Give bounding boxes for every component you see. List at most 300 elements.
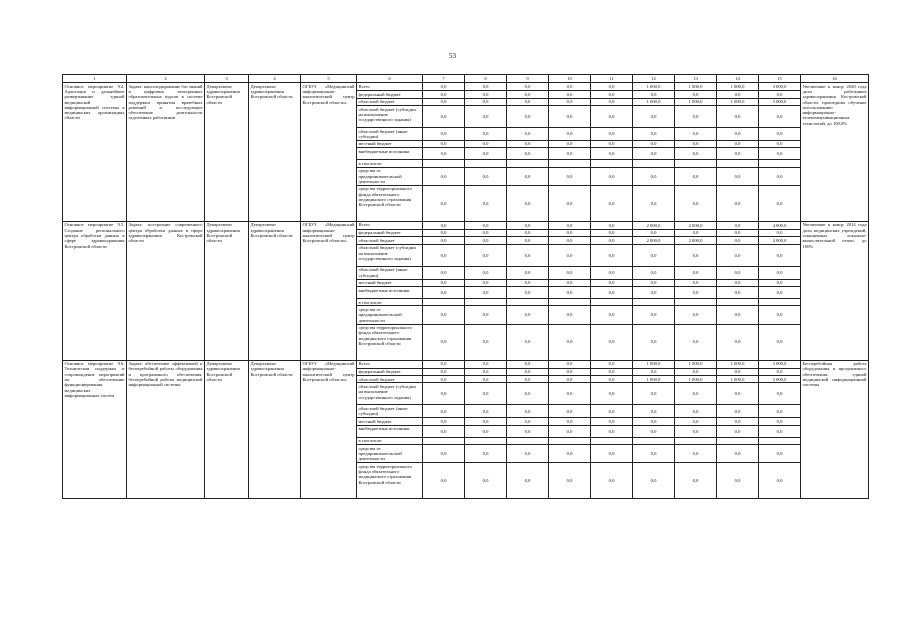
value-cell: 0,0 xyxy=(717,463,759,499)
value-cell: 0,0 xyxy=(549,98,591,105)
value-cell: 0,0 xyxy=(591,279,633,286)
value-cell: 0,0 xyxy=(717,185,759,221)
value-cell: 0,0 xyxy=(549,279,591,286)
value-cell: 0,0 xyxy=(507,91,549,98)
funding-source-cell: Всего xyxy=(357,360,423,368)
value-cell: 0,0 xyxy=(423,445,465,463)
value-cell: 0,0 xyxy=(759,279,801,286)
column-number-cell: 1 xyxy=(63,75,127,83)
task-cell: Задача: обеспечение эффективной и бесперебойной работы оборудования и программного обеспечения, бесперебойной работы медицинской информационной системы xyxy=(127,360,205,499)
value-cell: 0,0 xyxy=(465,221,507,229)
value-cell: 3 000,0 xyxy=(759,98,801,105)
value-cell: 0,0 xyxy=(507,324,549,360)
value-cell xyxy=(423,299,465,306)
value-cell: 0,0 xyxy=(549,140,591,147)
value-cell: 0,0 xyxy=(675,167,717,185)
value-cell: 0,0 xyxy=(507,425,549,437)
value-cell: 0,0 xyxy=(507,383,549,405)
value-cell: 0,0 xyxy=(717,221,759,229)
value-cell xyxy=(675,299,717,306)
value-cell: 0,0 xyxy=(423,91,465,98)
value-cell: 0,0 xyxy=(507,106,549,128)
value-cell: 0,0 xyxy=(465,383,507,405)
value-cell: 0,0 xyxy=(507,140,549,147)
column-numbers-row xyxy=(63,75,869,83)
value-cell: 0,0 xyxy=(633,266,675,279)
value-cell: 0,0 xyxy=(591,167,633,185)
column-number-cell: 9 xyxy=(507,75,549,83)
event-name-cell: Основное мероприятие 9.4. Адаптация и дальнейшее развертывание единой медицинской информационной системы в медицинских организациях области xyxy=(63,83,127,222)
funding-source-cell: в том числе: xyxy=(357,160,423,167)
value-cell: 0,0 xyxy=(549,368,591,375)
value-cell: 1 000,0 xyxy=(675,375,717,382)
value-cell xyxy=(633,299,675,306)
table-row xyxy=(63,221,869,229)
funding-source-cell: областной бюджет (субсидии на выполнение государственного задания) xyxy=(357,106,423,128)
value-cell: 0,0 xyxy=(465,306,507,324)
value-cell: 0,0 xyxy=(549,185,591,221)
value-cell: 0,0 xyxy=(591,244,633,266)
value-cell: 0,0 xyxy=(717,244,759,266)
value-cell: 0,0 xyxy=(549,106,591,128)
value-cell xyxy=(675,160,717,167)
funding-source-cell: федеральный бюджет xyxy=(357,368,423,375)
column-number-cell: 4 xyxy=(249,75,301,83)
funding-source-cell: в том числе: xyxy=(357,299,423,306)
value-cell: 0,0 xyxy=(591,266,633,279)
funding-source-cell: областной бюджет xyxy=(357,237,423,244)
value-cell: 0,0 xyxy=(591,185,633,221)
value-cell xyxy=(591,160,633,167)
value-cell: 0,0 xyxy=(717,266,759,279)
value-cell: 0,0 xyxy=(549,128,591,141)
value-cell: 0,0 xyxy=(423,229,465,236)
value-cell: 0,0 xyxy=(675,229,717,236)
value-cell: 0,0 xyxy=(507,287,549,299)
funding-source-cell: средства от предпринимательской деятельности xyxy=(357,445,423,463)
value-cell: 0,0 xyxy=(633,324,675,360)
value-cell: 0,0 xyxy=(549,360,591,368)
value-cell: 0,0 xyxy=(675,324,717,360)
value-cell: 0,0 xyxy=(675,306,717,324)
value-cell: 0,0 xyxy=(423,383,465,405)
value-cell: 1 000,0 xyxy=(717,360,759,368)
funding-source-cell: федеральный бюджет xyxy=(357,229,423,236)
value-cell: 0,0 xyxy=(465,405,507,418)
value-cell: 0,0 xyxy=(633,106,675,128)
value-cell: 0,0 xyxy=(549,445,591,463)
value-cell: 1 000,0 xyxy=(675,83,717,91)
value-cell: 0,0 xyxy=(423,287,465,299)
value-cell: 0,0 xyxy=(423,237,465,244)
value-cell: 0,0 xyxy=(507,368,549,375)
value-cell: 0,0 xyxy=(675,405,717,418)
value-cell: 0,0 xyxy=(423,244,465,266)
value-cell: 0,0 xyxy=(675,128,717,141)
value-cell: 0,0 xyxy=(465,98,507,105)
value-cell xyxy=(465,437,507,444)
value-cell: 0,0 xyxy=(507,418,549,425)
value-cell: 0,0 xyxy=(717,167,759,185)
table-row xyxy=(63,360,869,368)
value-cell: 0,0 xyxy=(675,445,717,463)
executor-cell: Департамент здравоохранения Костромской области xyxy=(205,360,249,499)
value-cell: 0,0 xyxy=(507,306,549,324)
value-cell: 4 000,0 xyxy=(759,237,801,244)
funding-source-cell: Всего xyxy=(357,221,423,229)
customer-cell: Департамент здравоохранения Костромской области xyxy=(249,221,301,360)
value-cell: 0,0 xyxy=(507,229,549,236)
value-cell: 0,0 xyxy=(633,167,675,185)
value-cell: 0,0 xyxy=(717,405,759,418)
funding-source-cell: областной бюджет (иные субсидии) xyxy=(357,405,423,418)
value-cell: 0,0 xyxy=(633,287,675,299)
value-cell: 0,0 xyxy=(759,244,801,266)
value-cell: 0,0 xyxy=(675,266,717,279)
funding-source-cell: внебюджетные источники xyxy=(357,425,423,437)
event-name-cell: Основное мероприятие 9.5. Создание регионального центра обработки данных в сфере здравоохранения Костромской области xyxy=(63,221,127,360)
value-cell: 0,0 xyxy=(507,279,549,286)
column-number-cell: 13 xyxy=(675,75,717,83)
value-cell: 0,0 xyxy=(423,106,465,128)
value-cell: 0,0 xyxy=(423,167,465,185)
value-cell xyxy=(717,299,759,306)
column-number-cell: 12 xyxy=(633,75,675,83)
value-cell: 0,0 xyxy=(465,324,507,360)
column-number-cell: 10 xyxy=(549,75,591,83)
value-cell xyxy=(717,437,759,444)
value-cell: 0,0 xyxy=(759,324,801,360)
funding-source-cell: внебюджетные источники xyxy=(357,148,423,160)
value-cell: 0,0 xyxy=(591,375,633,382)
value-cell: 0,0 xyxy=(507,266,549,279)
value-cell: 0,0 xyxy=(591,237,633,244)
funding-source-cell: областной бюджет (субсидии на выполнение государственного задания) xyxy=(357,244,423,266)
value-cell: 0,0 xyxy=(717,279,759,286)
value-cell: 0,0 xyxy=(423,221,465,229)
value-cell: 1 000,0 xyxy=(633,360,675,368)
value-cell xyxy=(507,437,549,444)
value-cell: 0,0 xyxy=(717,383,759,405)
program-events-table xyxy=(62,74,869,499)
value-cell: 0,0 xyxy=(759,106,801,128)
value-cell: 0,0 xyxy=(759,425,801,437)
value-cell: 0,0 xyxy=(759,287,801,299)
expected-result-cell: Бесперебойная работа оборудования и программного обеспечения, единой медицинской информационной системы xyxy=(801,360,869,499)
value-cell: 0,0 xyxy=(507,375,549,382)
value-cell: 0,0 xyxy=(717,287,759,299)
value-cell: 0,0 xyxy=(465,287,507,299)
table-body xyxy=(63,75,869,499)
value-cell: 0,0 xyxy=(717,418,759,425)
funding-source-cell: местный бюджет xyxy=(357,140,423,147)
value-cell: 0,0 xyxy=(675,368,717,375)
value-cell xyxy=(465,160,507,167)
executor-cell: Департамент здравоохранения Костромской области xyxy=(205,83,249,222)
value-cell: 0,0 xyxy=(675,244,717,266)
value-cell: 0,0 xyxy=(717,91,759,98)
funding-source-cell: областной бюджет (иные субсидии) xyxy=(357,266,423,279)
value-cell: 0,0 xyxy=(633,229,675,236)
value-cell: 0,0 xyxy=(717,229,759,236)
funding-source-cell: средства территориального фонда обязательного медицинского страхования Костромской области xyxy=(357,324,423,360)
value-cell: 0,0 xyxy=(759,266,801,279)
value-cell: 0,0 xyxy=(633,279,675,286)
value-cell: 0,0 xyxy=(591,98,633,105)
customer-cell: Департамент здравоохранения Костромской области xyxy=(249,360,301,499)
value-cell: 0,0 xyxy=(465,360,507,368)
value-cell: 0,0 xyxy=(759,185,801,221)
value-cell: 0,0 xyxy=(507,360,549,368)
value-cell: 1 000,0 xyxy=(675,360,717,368)
value-cell: 1 000,0 xyxy=(717,375,759,382)
value-cell xyxy=(507,299,549,306)
value-cell: 0,0 xyxy=(423,463,465,499)
value-cell: 0,0 xyxy=(675,185,717,221)
value-cell: 0,0 xyxy=(759,91,801,98)
value-cell: 0,0 xyxy=(465,185,507,221)
value-cell: 0,0 xyxy=(633,140,675,147)
value-cell: 0,0 xyxy=(423,306,465,324)
value-cell: 0,0 xyxy=(633,244,675,266)
value-cell: 2 000,0 xyxy=(633,221,675,229)
value-cell: 0,0 xyxy=(423,375,465,382)
value-cell: 0,0 xyxy=(633,383,675,405)
value-cell: 0,0 xyxy=(507,128,549,141)
value-cell: 2 000,0 xyxy=(633,237,675,244)
value-cell: 0,0 xyxy=(717,140,759,147)
funding-source-cell: областной бюджет (иные субсидии) xyxy=(357,128,423,141)
value-cell: 3 000,0 xyxy=(759,360,801,368)
value-cell: 0,0 xyxy=(675,106,717,128)
value-cell: 0,0 xyxy=(507,405,549,418)
value-cell: 0,0 xyxy=(675,140,717,147)
value-cell: 0,0 xyxy=(465,128,507,141)
value-cell: 0,0 xyxy=(549,221,591,229)
column-number-cell: 7 xyxy=(423,75,465,83)
value-cell xyxy=(759,160,801,167)
value-cell: 0,0 xyxy=(759,368,801,375)
value-cell: 0,0 xyxy=(423,128,465,141)
value-cell: 0,0 xyxy=(591,425,633,437)
value-cell: 0,0 xyxy=(423,418,465,425)
value-cell: 0,0 xyxy=(549,148,591,160)
value-cell: 1 000,0 xyxy=(633,83,675,91)
value-cell: 0,0 xyxy=(759,229,801,236)
value-cell: 0,0 xyxy=(465,106,507,128)
value-cell: 0,0 xyxy=(549,383,591,405)
value-cell: 0,0 xyxy=(465,83,507,91)
value-cell: 0,0 xyxy=(549,375,591,382)
value-cell xyxy=(465,299,507,306)
value-cell: 0,0 xyxy=(717,368,759,375)
value-cell xyxy=(759,299,801,306)
value-cell: 0,0 xyxy=(465,244,507,266)
value-cell: 0,0 xyxy=(633,368,675,375)
value-cell: 2 000,0 xyxy=(675,221,717,229)
customer-cell: Департамент здравоохранения Костромской области xyxy=(249,83,301,222)
value-cell: 0,0 xyxy=(633,306,675,324)
column-number-cell: 6 xyxy=(357,75,423,83)
value-cell: 0,0 xyxy=(633,185,675,221)
participant-cell: ОГБУЗ «Медицинский информационно-аналитический центр Костромской области» xyxy=(301,221,357,360)
value-cell: 0,0 xyxy=(465,148,507,160)
value-cell xyxy=(633,437,675,444)
value-cell: 1 000,0 xyxy=(633,375,675,382)
value-cell xyxy=(507,160,549,167)
value-cell: 0,0 xyxy=(591,287,633,299)
value-cell: 0,0 xyxy=(549,306,591,324)
value-cell: 0,0 xyxy=(591,418,633,425)
funding-source-cell: областной бюджет xyxy=(357,98,423,105)
funding-source-cell: Всего xyxy=(357,83,423,91)
expected-result-cell: Увеличение к концу 2014 года доли медицинских учреждений, оснащенных локально-вычислительной сетью, до 100% xyxy=(801,221,869,360)
value-cell: 0,0 xyxy=(423,83,465,91)
value-cell: 0,0 xyxy=(507,463,549,499)
value-cell xyxy=(717,160,759,167)
value-cell: 0,0 xyxy=(549,324,591,360)
value-cell: 0,0 xyxy=(591,306,633,324)
value-cell: 0,0 xyxy=(549,83,591,91)
value-cell: 0,0 xyxy=(675,148,717,160)
value-cell: 0,0 xyxy=(717,306,759,324)
value-cell: 0,0 xyxy=(591,463,633,499)
value-cell: 0,0 xyxy=(465,91,507,98)
value-cell: 0,0 xyxy=(465,425,507,437)
value-cell: 0,0 xyxy=(591,140,633,147)
value-cell: 0,0 xyxy=(759,140,801,147)
value-cell: 0,0 xyxy=(675,91,717,98)
value-cell: 0,0 xyxy=(507,83,549,91)
task-cell: Задача: построение современного центра обработки данных в сфере здравоохранения Костромской области xyxy=(127,221,205,360)
value-cell: 0,0 xyxy=(465,229,507,236)
column-number-cell: 3 xyxy=(205,75,249,83)
value-cell xyxy=(675,437,717,444)
value-cell: 0,0 xyxy=(423,279,465,286)
value-cell xyxy=(549,160,591,167)
value-cell: 0,0 xyxy=(759,463,801,499)
value-cell: 0,0 xyxy=(759,418,801,425)
value-cell: 0,0 xyxy=(717,106,759,128)
value-cell: 0,0 xyxy=(549,91,591,98)
value-cell: 1 000,0 xyxy=(675,98,717,105)
funding-source-cell: федеральный бюджет xyxy=(357,91,423,98)
participant-cell: ОГБУЗ «Медицинский информационно-аналитический центр Костромской области» xyxy=(301,83,357,222)
value-cell: 0,0 xyxy=(591,324,633,360)
value-cell: 0,0 xyxy=(759,445,801,463)
value-cell: 0,0 xyxy=(507,148,549,160)
value-cell: 0,0 xyxy=(591,91,633,98)
value-cell: 0,0 xyxy=(675,418,717,425)
value-cell: 0,0 xyxy=(591,148,633,160)
value-cell: 0,0 xyxy=(717,445,759,463)
value-cell: 0,0 xyxy=(423,360,465,368)
value-cell: 0,0 xyxy=(423,98,465,105)
value-cell: 0,0 xyxy=(717,324,759,360)
value-cell: 0,0 xyxy=(759,167,801,185)
value-cell xyxy=(549,299,591,306)
value-cell: 0,0 xyxy=(465,279,507,286)
value-cell: 0,0 xyxy=(465,463,507,499)
value-cell: 3 000,0 xyxy=(759,375,801,382)
funding-source-cell: местный бюджет xyxy=(357,418,423,425)
value-cell: 0,0 xyxy=(465,237,507,244)
value-cell: 0,0 xyxy=(633,128,675,141)
value-cell: 0,0 xyxy=(675,463,717,499)
column-number-cell: 14 xyxy=(717,75,759,83)
column-number-cell: 15 xyxy=(759,75,801,83)
value-cell: 0,0 xyxy=(465,167,507,185)
value-cell: 0,0 xyxy=(633,425,675,437)
value-cell: 0,0 xyxy=(717,148,759,160)
value-cell: 0,0 xyxy=(591,221,633,229)
value-cell: 0,0 xyxy=(717,128,759,141)
value-cell: 0,0 xyxy=(633,445,675,463)
value-cell: 0,0 xyxy=(717,425,759,437)
value-cell: 0,0 xyxy=(675,383,717,405)
value-cell: 0,0 xyxy=(675,425,717,437)
value-cell: 0,0 xyxy=(591,405,633,418)
value-cell: 0,0 xyxy=(549,229,591,236)
value-cell: 0,0 xyxy=(507,244,549,266)
value-cell: 0,0 xyxy=(633,91,675,98)
value-cell: 0,0 xyxy=(423,148,465,160)
value-cell: 0,0 xyxy=(465,445,507,463)
column-number-cell: 11 xyxy=(591,75,633,83)
value-cell: 0,0 xyxy=(675,287,717,299)
funding-source-cell: средства территориального фонда обязательного медицинского страхования Костромской области xyxy=(357,185,423,221)
value-cell: 0,0 xyxy=(465,266,507,279)
value-cell: 0,0 xyxy=(549,463,591,499)
task-cell: Задача: консолидирование баз знаний и цифровых электронных образовательных курсов в системе поддержки принятия врачебных решений и последующее обеспечение деятельности отделенных работников xyxy=(127,83,205,222)
value-cell: 1 000,0 xyxy=(717,83,759,91)
value-cell: 0,0 xyxy=(759,405,801,418)
value-cell: 0,0 xyxy=(591,368,633,375)
value-cell: 1 000,0 xyxy=(717,98,759,105)
value-cell: 0,0 xyxy=(507,98,549,105)
value-cell: 4 000,0 xyxy=(759,221,801,229)
value-cell: 0,0 xyxy=(633,148,675,160)
expected-result-cell: Увеличение к концу 2020 года доли работников здравоохранения Костромской области, прошедших обучение использованию информационно-телекоммуникационных технологий, до 100,0% xyxy=(801,83,869,222)
value-cell: 0,0 xyxy=(549,405,591,418)
value-cell: 0,0 xyxy=(633,405,675,418)
funding-source-cell: средства территориального фонда обязательного медицинского страхования Костромской области xyxy=(357,463,423,499)
funding-source-cell: областной бюджет xyxy=(357,375,423,382)
value-cell xyxy=(423,437,465,444)
column-number-cell: 16 xyxy=(801,75,869,83)
value-cell: 0,0 xyxy=(423,185,465,221)
value-cell: 1 000,0 xyxy=(633,98,675,105)
value-cell: 0,0 xyxy=(423,405,465,418)
participant-cell: ОГБУЗ «Медицинский информационно-аналитический центр Костромской области» xyxy=(301,360,357,499)
value-cell: 0,0 xyxy=(507,237,549,244)
value-cell: 0,0 xyxy=(423,140,465,147)
value-cell: 0,0 xyxy=(507,167,549,185)
value-cell: 0,0 xyxy=(591,383,633,405)
value-cell: 0,0 xyxy=(423,266,465,279)
event-name-cell: Основное мероприятие 9.6. Техническая поддержка и сопровождение мероприятий по обеспечению функционирования медицинских информационных систем xyxy=(63,360,127,499)
value-cell: 0,0 xyxy=(423,425,465,437)
value-cell xyxy=(423,160,465,167)
page-number: 53 xyxy=(449,52,456,60)
value-cell: 0,0 xyxy=(759,306,801,324)
value-cell: 2 000,0 xyxy=(675,237,717,244)
value-cell xyxy=(759,437,801,444)
value-cell: 0,0 xyxy=(759,148,801,160)
value-cell: 0,0 xyxy=(465,375,507,382)
value-cell: 0,0 xyxy=(717,237,759,244)
value-cell xyxy=(591,437,633,444)
